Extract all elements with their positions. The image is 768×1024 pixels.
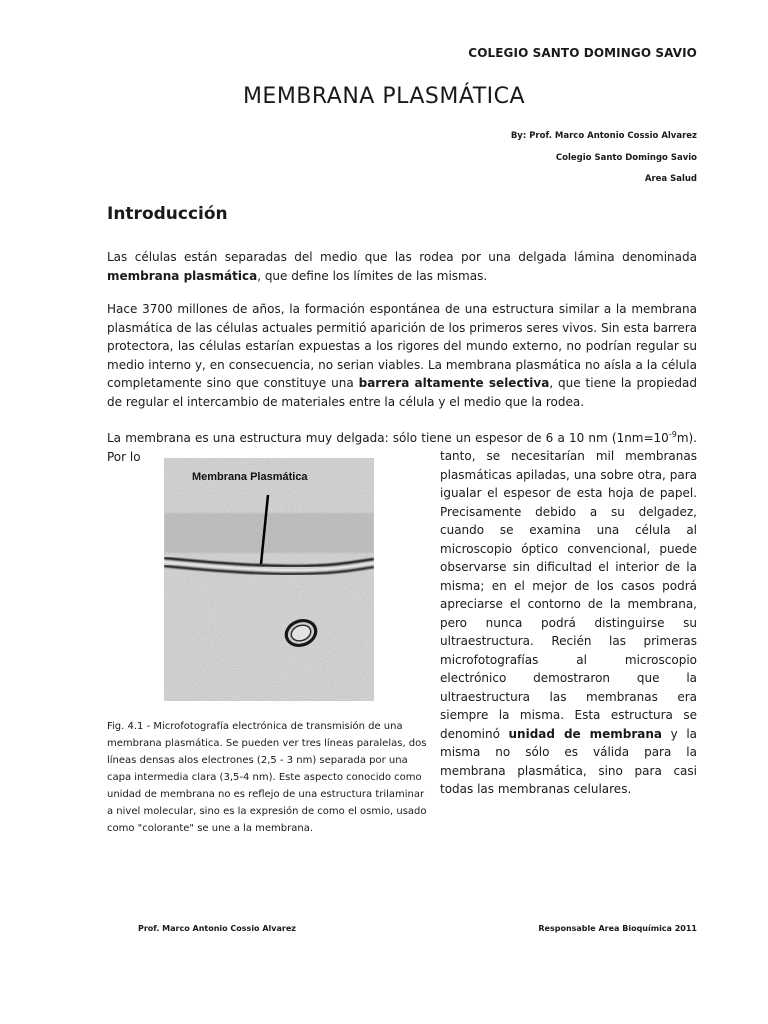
paragraph-thickness-continued [440, 447, 697, 799]
superscript: -9 [668, 430, 677, 439]
footer-author: Prof. Marco Antonio Cossio Alvarez [138, 924, 296, 933]
figure-caption: Fig. 4.1 - Microfotografía electrónica de transmisión de una membrana plasmática. Se pueden ver tres líneas paralelas, dos líneas densas alos electrones (2,5 - 3 nm) separada por una capa intermedia clara (3,5-4 nm). Este aspecto conocido como unidad de membrana no es reflejo de una estructura trilaminar a nivel molecular, sino es la expresión de como el osmio, usado como "colorante" se une a la membrana. [107, 721, 427, 834]
paragraph-text: y la misma no sólo es válida para la membrana plasmática, sino para casi todas las membranas celulares. [440, 726, 698, 796]
byline-area: Area Salud [644, 174, 697, 184]
micrograph-figure [164, 458, 374, 701]
paragraph-text: m). Por lo [107, 431, 697, 464]
paragraph-intro [107, 248, 697, 285]
paragraph-text: Hace 3700 millones de años, la formación espontánea de una estructura similar a la membrana plasmática de las células actuales permitió aparición de los primeros seres vivos. Sin esta barrera protectora, las células estarían expuestas a los rigores del mundo externo, no podrían regular su medio interno y, en consecuencia, no serian viables. La membrana plasmática no aísla a la célula completamente sino que constituye una [107, 302, 697, 390]
byline-author: By: Prof. Marco Antonio Cossio Alvarez [510, 131, 697, 141]
paragraph-text: La membrana es una estructura muy delgada: sólo tiene un espesor de 6 a 10 nm (1nm=10 [107, 431, 669, 445]
footer-responsible: Responsable Area Bioquímica 2011 [538, 924, 697, 933]
micrograph-image [164, 458, 374, 701]
paragraph-text: Las células están separadas del medio que las rodea por una delgada lámina denominada [107, 250, 697, 264]
page-title: MEMBRANA PLASMÁTICA [242, 84, 526, 109]
figure-label: Membrana Plasmática [192, 471, 308, 483]
paragraph-history [107, 300, 697, 411]
header-school-name: COLEGIO SANTO DOMINGO SAVIO [468, 46, 697, 60]
paragraph-text: , que tiene la propiedad de regular el intercambio de materiales entre la célula y el medio que la rodea. [107, 376, 697, 409]
bold-term: membrana plasmática [107, 268, 258, 283]
paragraph-text: tanto, se necesitarían mil membranas plasmáticas apiladas, una sobre otra, para igualar el espesor de esta hoja de papel. Precisamente debido a su delgadez, cuando se examina una célula al microscopio óptico convencional, puede observarse sin dificultad el interior de la misma; en el mejor de los casos podrá apreciarse el contorno de la membrana, pero nunca podrá distinguirse su ultraestructura. Recién las primeras microfotografías al microscopio electrónico demostraron que la ultraestructura las membranas era siempre la misma. Esta estructura se denominó [440, 449, 697, 741]
paragraph-text: , que define los límites de las mismas. [257, 268, 488, 283]
bold-term: barrera altamente selectiva [358, 376, 550, 390]
bold-term: unidad de membrana [508, 726, 663, 741]
byline-school: Colegio Santo Domingo Savio [555, 153, 697, 163]
section-title: Introducción [107, 204, 228, 224]
